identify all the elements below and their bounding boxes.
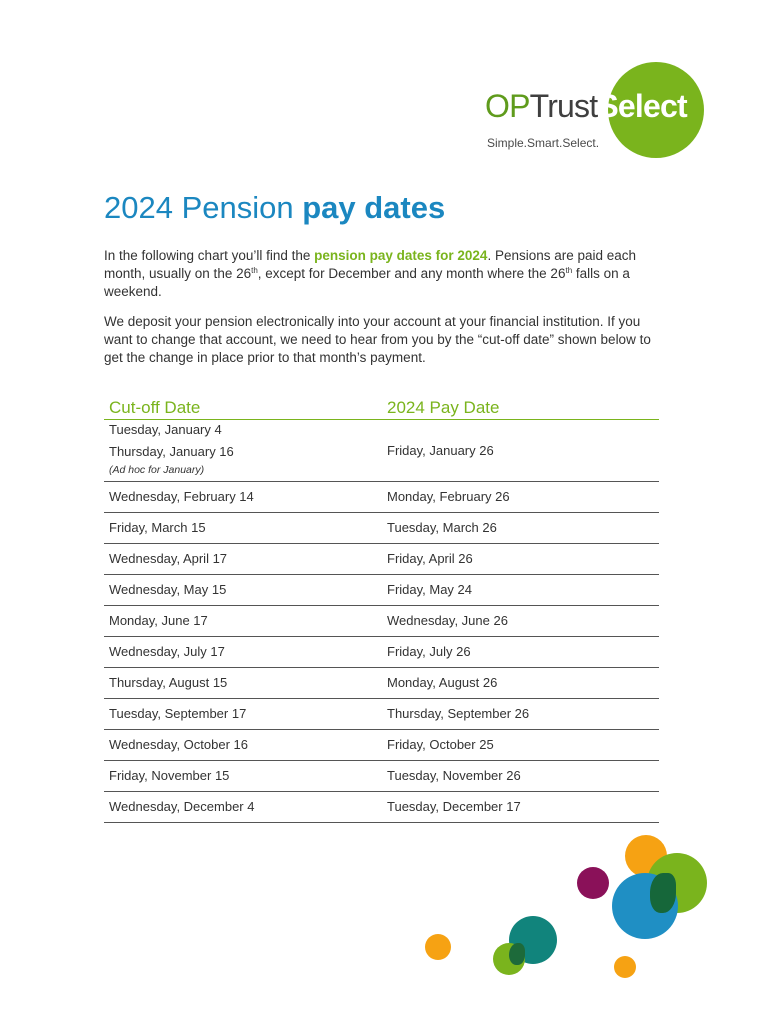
decorative-bubble-orange-small — [614, 956, 636, 978]
intro-sup-1: th — [251, 266, 258, 275]
intro-paragraph-2: We deposit your pension electronically into your account at your financial institution. If you want to change that account, we need to hear from you by the “cut-off date” shown below to get the change in place prior to that month’s payment. — [104, 314, 651, 365]
table-row — [104, 668, 659, 699]
header-pay-date: 2024 Pay Date — [387, 398, 500, 417]
pay-cell: Tuesday, November 26 — [387, 768, 521, 783]
intro-text-c: , except for December and any month where the 26 — [257, 266, 566, 281]
table-row — [104, 482, 659, 513]
cutoff-cell: Wednesday, April 17 — [109, 551, 228, 566]
logo-wordmark — [485, 90, 687, 122]
pay-cell: Tuesday, March 26 — [387, 520, 497, 535]
page-title — [104, 190, 445, 226]
pay-cell: Monday, February 26 — [387, 489, 510, 504]
intro-text-b: . Pensions are paid each month, usually on the 26 — [104, 248, 637, 281]
cutoff-cell: Tuesday, January 4 — [109, 422, 222, 437]
table-row — [104, 792, 659, 823]
table-row — [104, 730, 659, 761]
cutoff-cell: Wednesday, October 16 — [109, 737, 248, 752]
adhoc-note: (Ad hoc for January) — [109, 464, 205, 476]
header-cutoff-date: Cut-off Date — [109, 398, 201, 417]
table-row — [104, 575, 659, 606]
pay-cell: Monday, August 26 — [387, 675, 498, 690]
title-bold: pay dates — [302, 190, 446, 225]
pay-cell: Tuesday, December 17 — [387, 799, 521, 814]
logo-select: Select — [597, 88, 687, 124]
cutoff-cell: Thursday, August 15 — [109, 675, 228, 690]
decorative-bubble-purple — [577, 867, 609, 899]
cutoff-cell: Wednesday, May 15 — [109, 582, 227, 597]
decorative-bubble-dark-overlap — [509, 943, 525, 965]
intro-text-a: In the following chart you’ll find the — [104, 248, 315, 263]
pay-cell: Friday, July 26 — [387, 644, 471, 659]
logo-op: OP — [485, 88, 530, 124]
table-row — [104, 761, 659, 792]
intro-highlight: pension pay dates for 2024 — [314, 248, 488, 263]
pay-cell: Friday, April 26 — [387, 551, 473, 566]
cutoff-cell-adhoc: Thursday, January 16 — [109, 444, 234, 459]
intro-paragraph-1 — [104, 247, 664, 301]
table-row — [104, 513, 659, 544]
pay-cell: Wednesday, June 26 — [387, 613, 508, 628]
intro-sup-2: th — [565, 266, 573, 275]
cutoff-cell: Friday, March 15 — [109, 520, 206, 535]
decorative-bubble-overlap — [650, 873, 676, 913]
table-row — [104, 699, 659, 730]
cutoff-cell: Friday, November 15 — [109, 768, 230, 783]
optrust-select-logo — [480, 60, 710, 160]
pay-cell: Thursday, September 26 — [387, 706, 530, 721]
table-row — [104, 637, 659, 668]
cutoff-cell: Wednesday, July 17 — [109, 644, 225, 659]
table-row — [104, 420, 659, 482]
logo-tagline: Simple.Smart.Select. — [487, 136, 600, 150]
table-header — [104, 396, 659, 420]
table-row — [104, 544, 659, 575]
intro-text-d: falls on a weekend. — [104, 266, 630, 299]
pay-cell: Friday, January 26 — [387, 443, 494, 458]
logo-trust: Trust — [529, 88, 598, 124]
table-row — [104, 606, 659, 637]
pay-cell: Friday, October 25 — [387, 737, 494, 752]
cutoff-cell: Wednesday, December 4 — [109, 799, 255, 814]
cutoff-cell: Tuesday, September 17 — [109, 706, 247, 721]
cutoff-cell: Wednesday, February 14 — [109, 489, 254, 504]
pay-cell: Friday, May 24 — [387, 582, 473, 597]
title-regular: 2024 Pension — [104, 190, 303, 225]
pay-dates-table — [104, 396, 659, 823]
cutoff-cell: Monday, June 17 — [109, 613, 208, 628]
decorative-bubble-orange-left — [425, 934, 451, 960]
